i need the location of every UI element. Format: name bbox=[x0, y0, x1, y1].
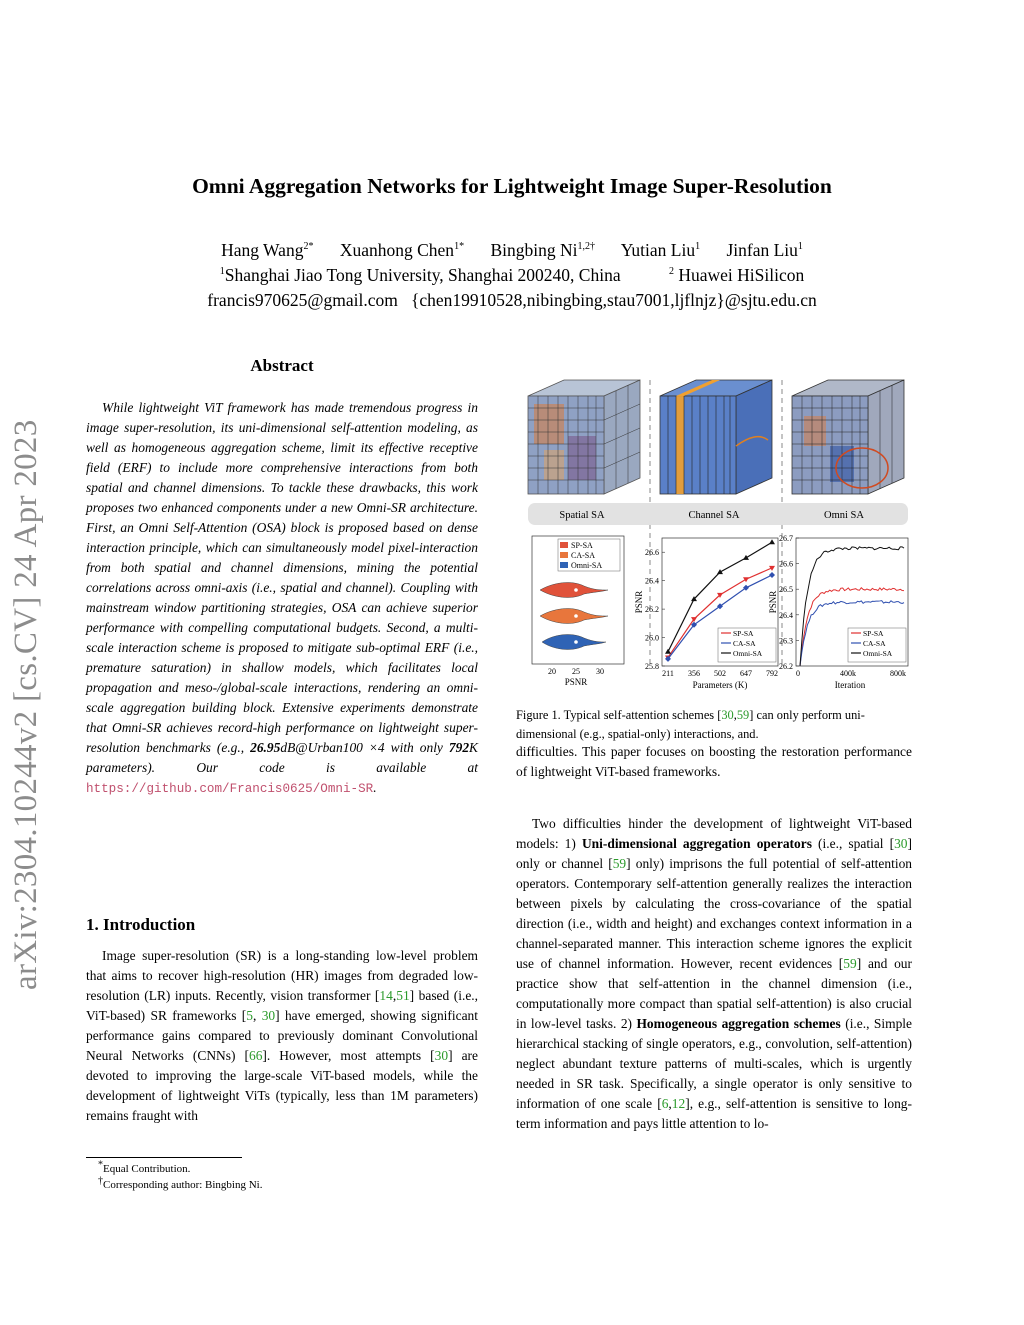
x-tick-label: 25 bbox=[572, 667, 580, 676]
citation-link[interactable]: 59 bbox=[612, 856, 627, 871]
y-tick-label: 26.2 bbox=[779, 662, 793, 671]
abstract-end: . bbox=[373, 780, 377, 795]
x-tick-label: 792 bbox=[766, 669, 778, 678]
y-axis-label: PSNR bbox=[768, 590, 778, 614]
abstract-heading: Abstract bbox=[250, 356, 314, 375]
citation-link[interactable]: 30 bbox=[434, 1048, 449, 1063]
citation-link[interactable]: 30 bbox=[894, 836, 908, 851]
citation-link[interactable]: 6 bbox=[661, 1096, 669, 1111]
footnote-mark: † bbox=[98, 1175, 103, 1187]
intro-text: ]. However, most attempts [ bbox=[262, 1048, 435, 1063]
legend-label: CA-SA bbox=[863, 639, 886, 648]
body-text: Two difficulties hinder the development of lightweight ViT-based models: 1) bbox=[516, 816, 912, 851]
y-tick-label: 26.7 bbox=[779, 534, 793, 543]
y-tick-label: 26.6 bbox=[645, 548, 659, 558]
introduction-heading: 1. Introduction bbox=[86, 915, 196, 934]
author-sup: 1* bbox=[454, 241, 465, 253]
channel-sa-cube bbox=[660, 380, 772, 494]
citation-link[interactable]: 12 bbox=[671, 1096, 686, 1111]
x-tick-label: 800k bbox=[890, 669, 906, 678]
x-axis-label: PSNR bbox=[564, 677, 588, 687]
y-tick-label: 26.6 bbox=[779, 559, 793, 569]
legend-label: Omni-SA bbox=[863, 649, 893, 658]
abstract-text: While lightweight ViT framework has made tremendous progress in image super-resolution, its uni-dimensional self-attention modeling, as well as homogeneous aggregation scheme, limit its effective receptive field (ERF) to include more comprehensive interactions from both spatial and channel dimensions. To tackle these drawbacks, this work proposes two enhanced components under a new Omni-SR architecture. First, an Omni Self-Attention (OSA) block is proposed based on dense interaction principle, which can simultaneously model pixel-interaction from both spatial and channel dimensions, mining the potential correlations across omni-axis (i.e., spatial and channel). Coupling with mainstream window partitioning strategies, OSA can achieve superior performance with compelling computational budgets. Second, a multi-scale interaction scheme is proposed to mitigate sub-optimal ERF (i.e., premature saturation) in shallow models, which facilitates local propagation and meso-/global-scale interactions, rendering an omni-scale aggregation building block. Extensive experiments demonstrate that Omni-SR achieves record-high performance on lightweight super-resolution benchmarks (e.g., bbox=[86, 400, 478, 755]
right-paragraph-1: Two difficulties hinder the development of lightweight ViT-based models: 1) Uni-dimensional aggregation operators (i.e., spatial [30] only or channel [59] only) imprisons the full potential of self-attention operators. Contemporary self-attention generally realizes the interaction between pixels by calculating the cross-covariance of the spatial direction (i.e., width and height) and exchanges context information in a channel-separated manner. This interaction scheme ignores the explicit use of channel information. However, recent evidences [59] and our practice show that self-attention in the channel dimension (i.e., computationally more compact than spatial self-attention) is also crucial in low-level tasks. 2) Homogeneous aggregation schemes (i.e., Simple hierarchical stacking of single operators, e.g., convolution, self-attention) neglect abundant texture patterns of multi-scales, which is urgently needed in SR task. Specifically, a single operator is only sensitive to information of one scale [6,12], e.g., self-attention is sensitive to long-term information and pays little attention to lo- bbox=[516, 816, 913, 1131]
legend-label: SP-SA bbox=[863, 629, 884, 638]
x-axis-label: Parameters (K) bbox=[692, 680, 748, 690]
author-name: Jinfan Liu bbox=[726, 240, 798, 260]
author-name: Xuanhong Chen bbox=[339, 240, 455, 260]
citation-link[interactable]: 59 bbox=[843, 956, 857, 971]
violin-ca-sa bbox=[540, 609, 608, 624]
intro-text: ] have emerged, showing significant performance gains compared to previously dominant Convolutional Neural Networks (CNNs) [ bbox=[86, 1008, 478, 1063]
affiliation-1: Shanghai Jiao Tong University, Shanghai 200240, China bbox=[224, 265, 621, 285]
footnotes bbox=[86, 1161, 478, 1193]
legend-label: CA-SA bbox=[571, 551, 596, 560]
intro-paragraph: Image super-resolution (SR) is a long-standing low-level problem that aims to recover high-resolution (HR) images from degraded low-resolution (LR) inputs. Recently, vision transformer [14,51] based (i.e., ViT-based) SR frameworks [5, 30] have emerged, showing significant performance gains compared to previously dominant Convolutional Neural Networks (CNNs) [66]. However, most attempts [30] are devoted to improving the large-scale ViT-based models, while the development of lightweight ViTs (typically, less than 1M parameters) remains fraught with bbox=[86, 948, 479, 1123]
caption-text: Figure 1. Typical self-attention schemes [ bbox=[516, 708, 722, 722]
abstract-params: 792 bbox=[448, 740, 470, 755]
citation-link[interactable]: 5 bbox=[246, 1008, 253, 1023]
citation-link[interactable]: 30 bbox=[261, 1008, 276, 1023]
abstract-body bbox=[86, 398, 478, 799]
citation-link[interactable]: 14 bbox=[379, 988, 393, 1003]
x-tick-label: 30 bbox=[596, 667, 604, 676]
iteration-line-chart bbox=[768, 534, 908, 690]
data-point bbox=[769, 572, 775, 578]
author-list bbox=[0, 238, 1024, 263]
body-text: (i.e., spatial [ bbox=[811, 836, 895, 851]
intro-text: ] are devoted to improving the large-scale ViT-based models, while the development of lightweight ViTs (typically, less than 1M parameters) remains fraught with bbox=[86, 1048, 478, 1123]
y-tick-label: 26.4 bbox=[645, 576, 659, 586]
footnote-text: Corresponding author: Bingbing Ni. bbox=[103, 1179, 263, 1191]
data-point bbox=[743, 577, 749, 582]
intro-text: Image super-resolution (SR) is a long-standing low-level problem that aims to recover high-resolution (HR) images from degraded low-resolution (LR) inputs. Recently, vision transformer [ bbox=[86, 948, 478, 1003]
author-sup: 2* bbox=[303, 241, 314, 253]
citation-link[interactable]: 30 bbox=[721, 708, 734, 722]
author-emails: francis970625@gmail.com {chen19910528,nibingbing,stau7001,ljflnjz}@sjtu.edu.cn bbox=[207, 290, 817, 310]
author-block bbox=[0, 238, 1024, 313]
body-text: ], e.g., self-attention is sensitive to long-term information and pays little attention to lo- bbox=[516, 1096, 913, 1131]
footnote-mark: * bbox=[98, 1159, 103, 1171]
legend-label: Omni-SA bbox=[571, 561, 603, 570]
x-tick-label: 400k bbox=[840, 669, 856, 678]
params-line-chart bbox=[634, 538, 778, 690]
author-sup: 1 bbox=[797, 241, 803, 253]
abstract-psnr: 26.95 bbox=[250, 740, 281, 755]
body-text: ] only or channel [ bbox=[516, 836, 912, 871]
legend-label: SP-SA bbox=[571, 541, 593, 550]
y-tick-label: 26.0 bbox=[645, 633, 659, 643]
x-tick-label: 502 bbox=[714, 669, 726, 678]
citation-link[interactable]: 51 bbox=[396, 988, 410, 1003]
body-bold: Uni-dimensional aggregation operators bbox=[581, 836, 812, 851]
paper-title: Omni Aggregation Networks for Lightweight Image Super-Resolution bbox=[192, 174, 832, 198]
legend-label: Omni-SA bbox=[733, 649, 763, 658]
legend-swatch bbox=[560, 562, 568, 568]
body-text: ] only) imprisons the full potential of self-attention operators. Contemporary self-attention generally realizes the interaction between pixels by calculating the cross-covariance of the spatial direction (i.e., width and height) and exchanges context information in a channel-separated manner. This interaction scheme ignores the explicit use of channel information. However, recent evidences [ bbox=[516, 856, 913, 971]
legend-label: SP-SA bbox=[733, 629, 754, 638]
spatial-sa-cube bbox=[528, 380, 640, 494]
caption-text: ] can only perform uni-dimensional (e.g., spatial-only) interactions, and. bbox=[516, 708, 865, 741]
author-name: Yutian Liu bbox=[620, 240, 696, 260]
panel-label-channel: Channel SA bbox=[688, 510, 740, 521]
y-tick-label: 26.2 bbox=[645, 605, 659, 615]
violin-chart bbox=[532, 536, 624, 687]
abstract-text-tail: K parameters). Our code is available at bbox=[86, 740, 478, 775]
affiliation-sup: 2 bbox=[669, 266, 674, 278]
arxiv-identifier: arXiv:2304.10244v2 [cs.CV] 24 Apr 2023 bbox=[8, 419, 44, 990]
code-link[interactable]: https://github.com/Francis0625/Omni-SR bbox=[86, 782, 374, 796]
violin-sp-sa bbox=[540, 583, 608, 598]
legend-swatch bbox=[560, 552, 568, 558]
body-bold: Homogeneous aggregation schemes bbox=[636, 1016, 841, 1031]
y-tick-label: 26.3 bbox=[779, 636, 793, 646]
right-paragraph-0: difficulties. This paper focuses on boosting the restoration performance of lightweight ViT-based frameworks. bbox=[516, 744, 912, 779]
footnote-rule bbox=[86, 1157, 242, 1158]
body-text: (i.e., Simple hierarchical stacking of single operators, e.g., convolution, self-attention) neglect abundant texture patterns of multi-scales, which is urgently needed in SR task. Specifically, a single operator is only sensitive to information of one scale [ bbox=[516, 1016, 913, 1111]
x-axis-label: Iteration bbox=[834, 680, 866, 690]
data-point bbox=[769, 539, 775, 544]
y-tick-label: 25.8 bbox=[645, 662, 659, 671]
citation-link[interactable]: 66 bbox=[248, 1048, 263, 1063]
footnote-text: Equal Contribution. bbox=[103, 1163, 191, 1175]
x-tick-label: 211 bbox=[662, 669, 674, 678]
footnote-1 bbox=[86, 1161, 478, 1177]
x-tick-label: 356 bbox=[688, 669, 700, 678]
omni-sa-cube bbox=[792, 380, 904, 494]
data-point bbox=[665, 649, 671, 654]
y-tick-label: 26.4 bbox=[779, 610, 793, 620]
panel-label-omni: Omni SA bbox=[824, 510, 864, 521]
body-text: ] and our practice show that self-attention in the channel dimension (i.e., computationally more compact than spatial self-attention) is also crucial in low-level tasks. 2) bbox=[516, 956, 913, 1031]
y-axis-label: PSNR bbox=[634, 590, 644, 614]
abstract-text-mid: dB@Urban100 ×4 with only bbox=[280, 740, 449, 755]
y-tick-label: 26.5 bbox=[779, 585, 793, 595]
author-sup: 1,2† bbox=[577, 241, 595, 253]
x-tick-label: 20 bbox=[548, 667, 556, 676]
x-tick-label: 0 bbox=[796, 669, 800, 678]
author-name: Bingbing Ni bbox=[490, 240, 578, 260]
affiliations bbox=[0, 263, 1024, 288]
affiliation-2: Huawei HiSilicon bbox=[678, 265, 805, 285]
author-sup: 1 bbox=[695, 241, 701, 253]
legend-swatch bbox=[560, 542, 568, 548]
legend-label: CA-SA bbox=[733, 639, 756, 648]
intro-text: ] based (i.e., ViT-based) SR frameworks [ bbox=[86, 988, 479, 1023]
violin-omni-sa bbox=[542, 635, 606, 650]
figure-1 bbox=[524, 376, 914, 696]
affiliation-sup: 1 bbox=[219, 266, 225, 278]
author-name: Hang Wang bbox=[221, 240, 304, 260]
citation-link[interactable]: 59 bbox=[736, 708, 750, 722]
footnote-2 bbox=[86, 1177, 478, 1193]
panel-label-spatial: Spatial SA bbox=[559, 510, 605, 521]
data-point bbox=[743, 555, 749, 560]
x-tick-label: 647 bbox=[740, 669, 752, 678]
figure-caption: Figure 1. Typical self-attention schemes [30,59] can only perform uni-dimensional (e.g., spatial-only) interactions, and. bbox=[516, 708, 865, 741]
